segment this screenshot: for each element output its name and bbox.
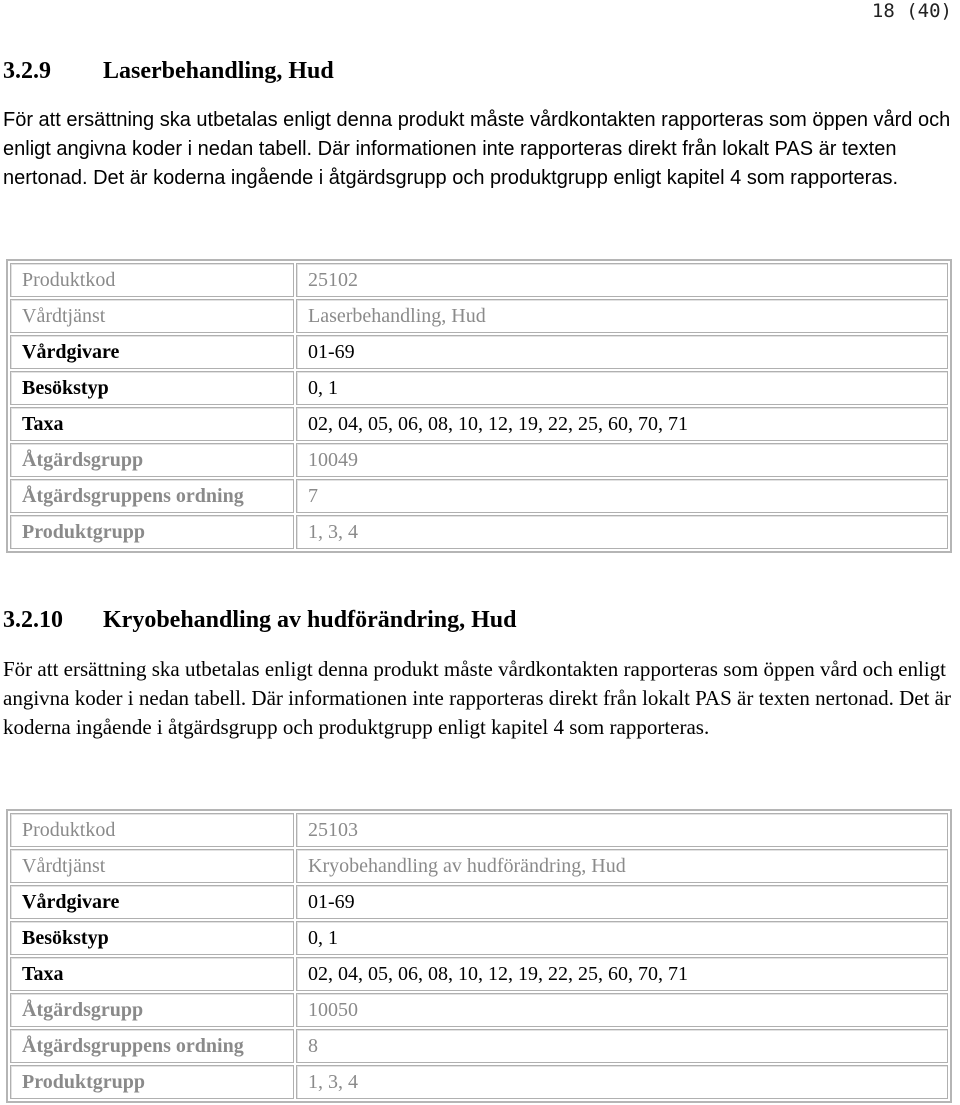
row-label-produktgrupp: Produktgrupp	[10, 515, 294, 549]
row-value-vardgivare: 01-69	[296, 885, 948, 919]
row-value-taxa: 02, 04, 05, 06, 08, 10, 12, 19, 22, 25, 60, 70, 71	[296, 957, 948, 991]
row-value-vardtjanst: Kryobehandling av hudförändring, Hud	[296, 849, 948, 883]
row-label-besokstyp: Besökstyp	[10, 371, 294, 405]
section-laserbehandling	[0, 56, 960, 193]
table-row	[10, 1065, 948, 1099]
row-label-atgardsgrupp: Åtgärdsgrupp	[10, 993, 294, 1027]
row-label-vardtjanst: Vårdtjänst	[10, 299, 294, 333]
section-heading	[3, 56, 960, 86]
table-row	[10, 921, 948, 955]
row-value-produktkod: 25102	[296, 263, 948, 297]
row-label-atgardsgrupp: Åtgärdsgrupp	[10, 443, 294, 477]
row-label-vardgivare: Vårdgivare	[10, 335, 294, 369]
row-label-vardtjanst: Vårdtjänst	[10, 849, 294, 883]
section-number: 3.2.9	[3, 57, 51, 84]
section-number: 3.2.10	[3, 606, 63, 633]
row-label-atgardsgruppens-ordning: Åtgärdsgruppens ordning	[10, 1029, 294, 1063]
table-row	[10, 813, 948, 847]
table-row	[10, 263, 948, 297]
row-value-atgardsgrupp: 10050	[296, 993, 948, 1027]
row-value-vardtjanst: Laserbehandling, Hud	[296, 299, 948, 333]
table-row	[10, 515, 948, 549]
section-kryobehandling	[0, 605, 960, 742]
row-label-atgardsgruppens-ordning: Åtgärdsgruppens ordning	[10, 479, 294, 513]
row-label-taxa: Taxa	[10, 407, 294, 441]
row-label-vardgivare: Vårdgivare	[10, 885, 294, 919]
table-row	[10, 849, 948, 883]
row-value-besokstyp: 0, 1	[296, 921, 948, 955]
table-row	[10, 299, 948, 333]
table-row	[10, 885, 948, 919]
table-row	[10, 993, 948, 1027]
section-paragraph: För att ersättning ska utbetalas enligt denna produkt måste vårdkontakten rapporteras som öppen vård och enligt angivna koder i nedan tabell. Där informationen inte rapporteras direkt från lokalt PAS är texten nertonad. Det är koderna ingående i åtgärdsgrupp och produktgrupp enligt kapitel 4 som rapporteras.	[3, 657, 951, 739]
table-row	[10, 407, 948, 441]
table-row	[10, 479, 948, 513]
row-label-taxa: Taxa	[10, 957, 294, 991]
product-table	[6, 809, 952, 1103]
row-value-atgardsgruppens-ordning: 7	[296, 479, 948, 513]
row-value-atgardsgruppens-ordning: 8	[296, 1029, 948, 1063]
section-heading	[3, 605, 960, 635]
table-row	[10, 443, 948, 477]
page-number: 18 (40)	[871, 0, 952, 22]
table-row	[10, 335, 948, 369]
row-value-produktgrupp: 1, 3, 4	[296, 1065, 948, 1099]
table-row	[10, 1029, 948, 1063]
row-label-produktkod: Produktkod	[10, 813, 294, 847]
row-value-taxa: 02, 04, 05, 06, 08, 10, 12, 19, 22, 25, 60, 70, 71	[296, 407, 948, 441]
row-label-produktgrupp: Produktgrupp	[10, 1065, 294, 1099]
row-value-produktkod: 25103	[296, 813, 948, 847]
section-title: Laserbehandling, Hud	[103, 57, 334, 84]
product-table	[6, 259, 952, 553]
section-paragraph: För att ersättning ska utbetalas enligt denna produkt måste vårdkontakten rapporteras som öppen vård och enligt angivna koder i nedan tabell. Där informationen inte rapporteras direkt från lokalt PAS är texten nertonad. Det är koderna ingående i åtgärdsgrupp och produktgrupp enligt kapitel 4 som rapporteras.	[3, 109, 951, 189]
row-value-atgardsgrupp: 10049	[296, 443, 948, 477]
row-label-produktkod: Produktkod	[10, 263, 294, 297]
row-value-vardgivare: 01-69	[296, 335, 948, 369]
row-label-besokstyp: Besökstyp	[10, 921, 294, 955]
table-row	[10, 371, 948, 405]
table-row	[10, 957, 948, 991]
section-title: Kryobehandling av hudförändring, Hud	[103, 606, 517, 633]
row-value-produktgrupp: 1, 3, 4	[296, 515, 948, 549]
row-value-besokstyp: 0, 1	[296, 371, 948, 405]
